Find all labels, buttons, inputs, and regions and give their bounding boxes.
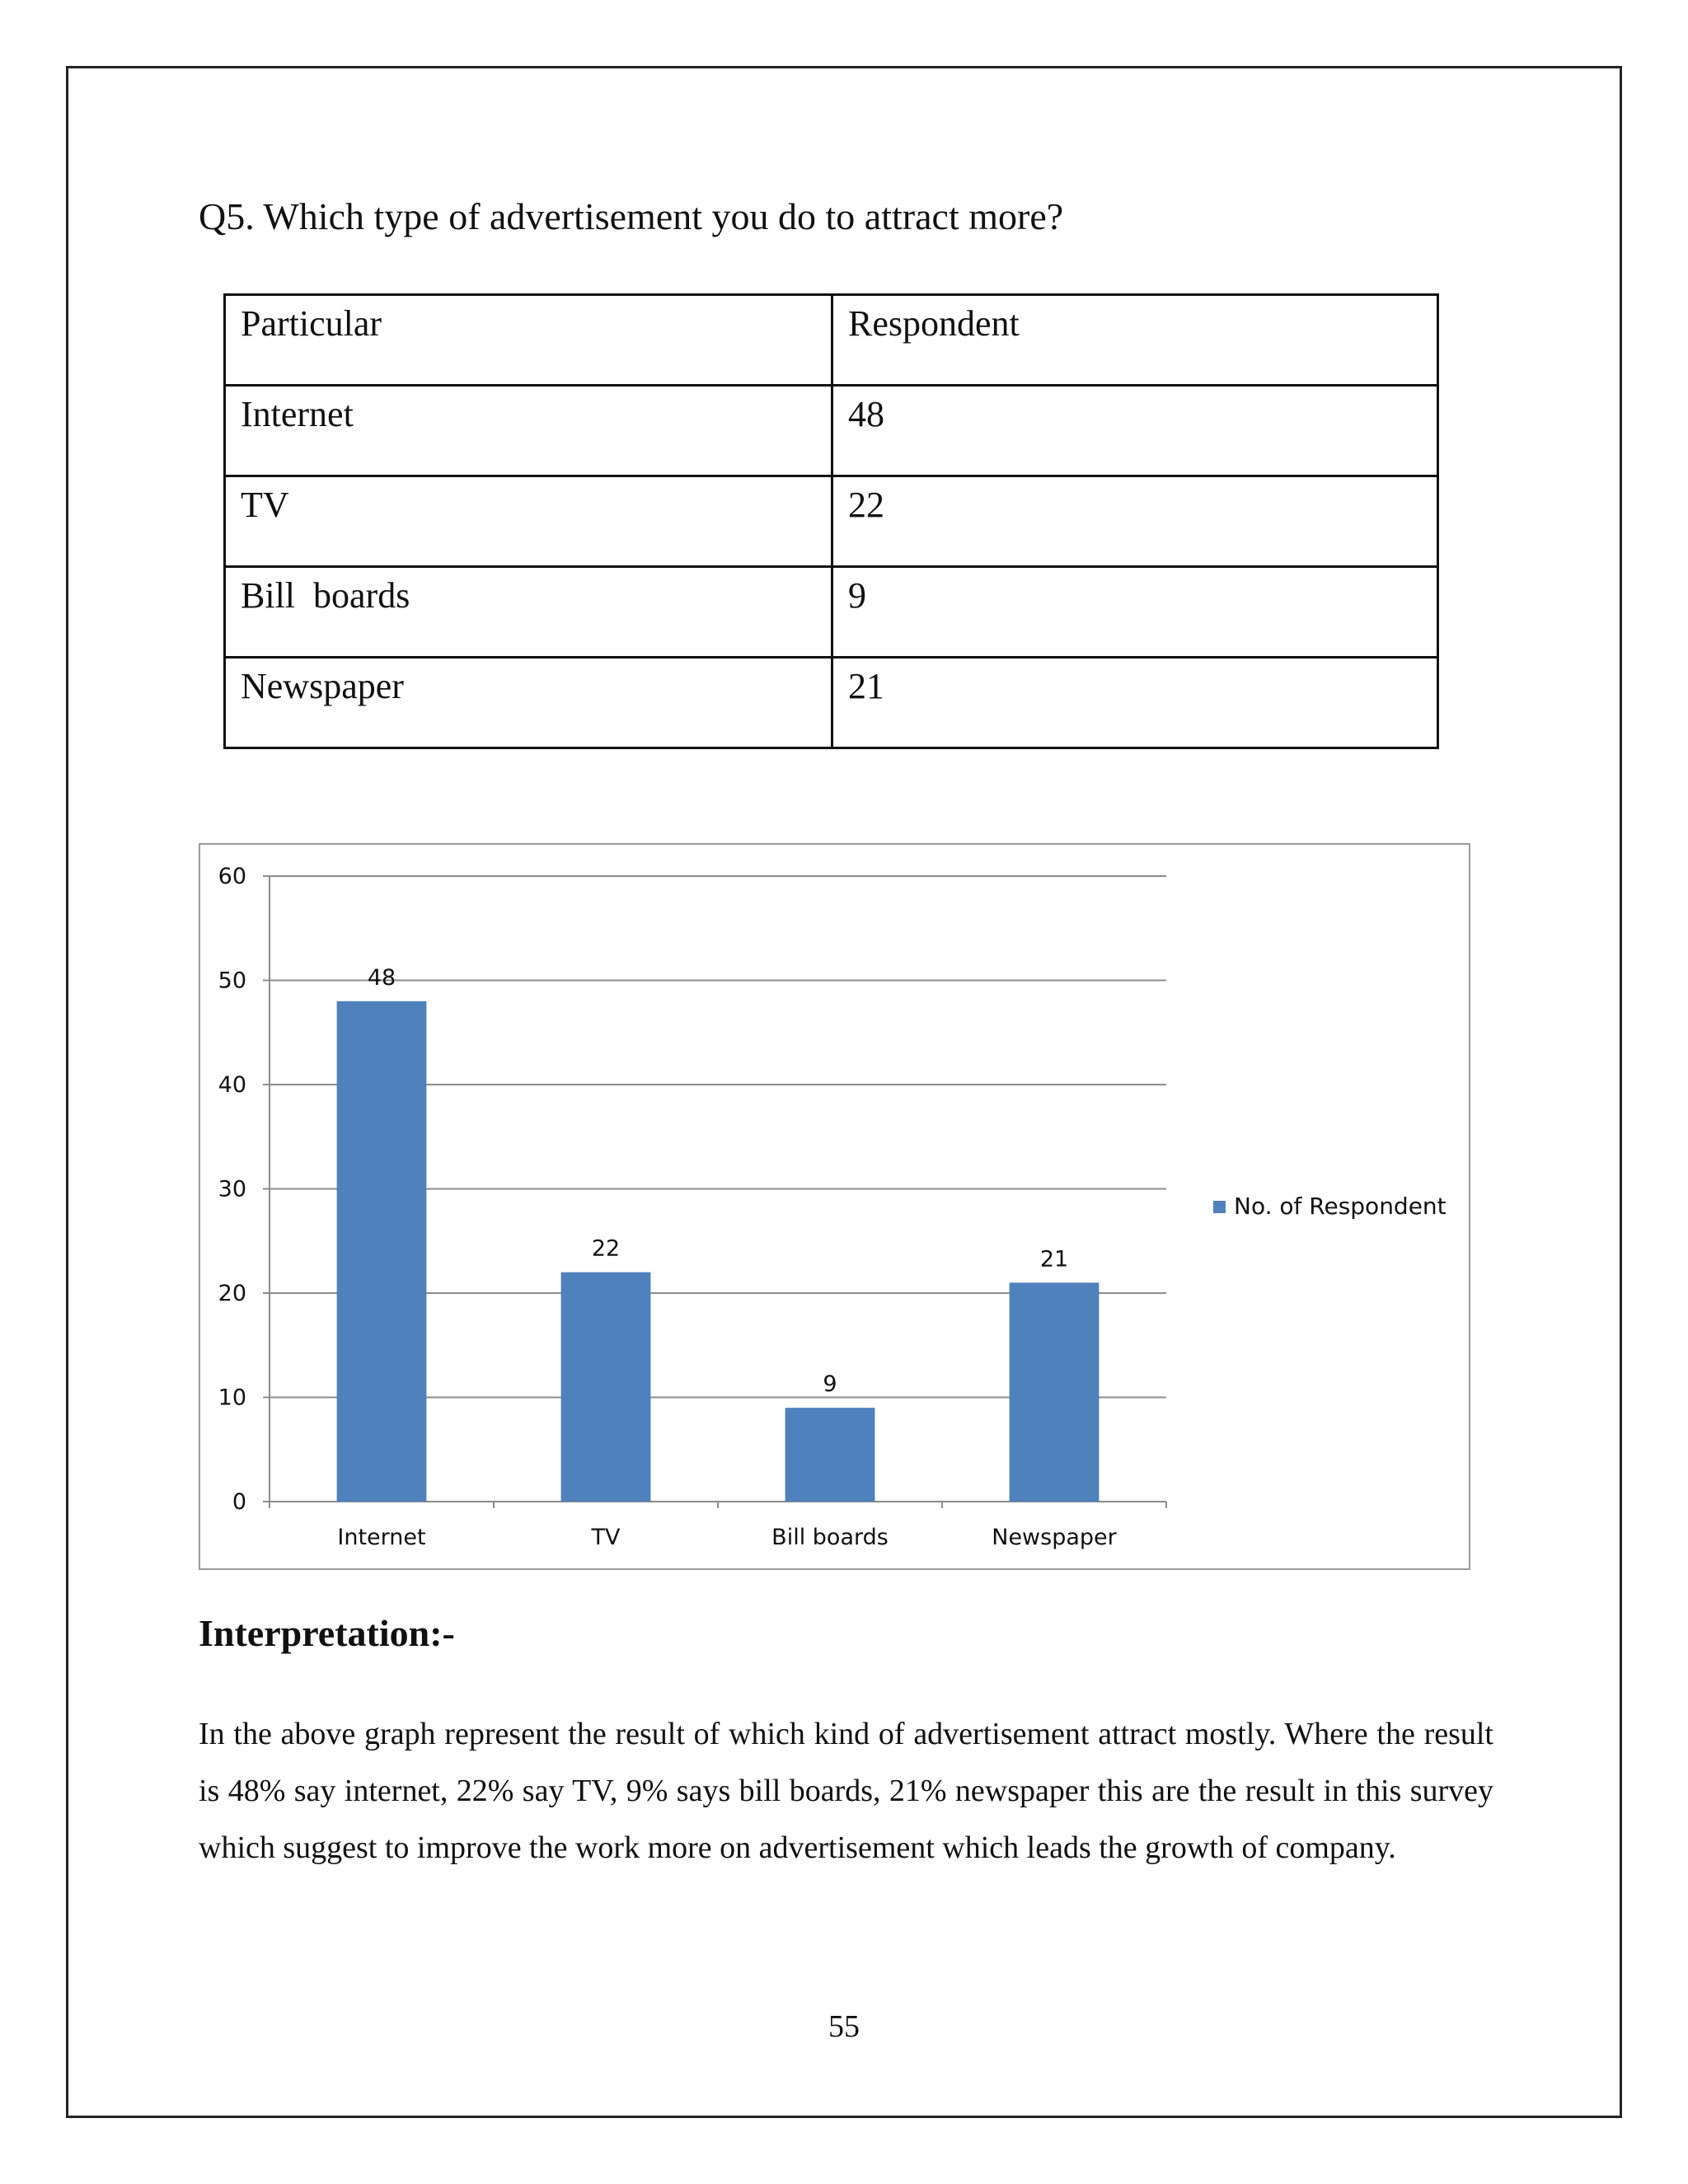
y-tick-label: 10 (218, 1385, 246, 1411)
table-header-row (225, 295, 1438, 386)
page-number: 55 (828, 2009, 860, 2044)
x-tick-label: TV (591, 1525, 621, 1550)
y-tick-label: 60 (218, 864, 246, 889)
table-cell: 21 (832, 658, 1438, 748)
legend-swatch (1213, 1201, 1226, 1213)
table-row (225, 658, 1438, 748)
table-row (225, 476, 1438, 567)
bar (561, 1272, 651, 1502)
x-tick-label: Internet (337, 1525, 426, 1550)
x-tick-label: Newspaper (992, 1525, 1117, 1550)
table-cell: 9 (832, 567, 1438, 658)
bar (785, 1408, 875, 1502)
table-cell: Newspaper (225, 658, 832, 748)
y-tick-label: 40 (218, 1072, 246, 1098)
data-label: 22 (591, 1235, 621, 1262)
bar (337, 1001, 427, 1502)
y-tick-label: 0 (232, 1489, 246, 1515)
respondent-table (223, 293, 1439, 749)
x-tick-label: Bill boards (771, 1525, 889, 1550)
y-tick-label: 20 (218, 1281, 246, 1306)
table-cell: 48 (832, 386, 1438, 476)
data-label: 9 (823, 1371, 837, 1398)
header-cell-respondent: Respondent (832, 295, 1438, 386)
y-tick-label: 30 (218, 1176, 246, 1202)
table-row (225, 567, 1438, 658)
interpretation-paragraph: In the above graph represent the result of which kind of advertisement attract mostly. Where the result is 48% say internet, 22% say TV, 9% says bill boards, 21% newspaper this are the result in this survey which suggest to improve the work more on advertisement which leads the growth of company. (199, 1717, 1493, 1865)
bar (1010, 1282, 1100, 1502)
table-cell: TV (225, 476, 832, 567)
table-cell: 22 (832, 476, 1438, 567)
data-label: 48 (367, 964, 396, 991)
header-cell-particular: Particular (225, 295, 832, 386)
legend-label: No. of Respondent (1234, 1193, 1447, 1220)
table-cell: Bill boards (225, 567, 832, 658)
bar-chart-svg (200, 845, 1472, 1572)
interpretation-heading: Interpretation:- (199, 1612, 455, 1654)
y-tick-label: 50 (218, 968, 246, 994)
table-row (225, 386, 1438, 476)
data-label: 21 (1039, 1246, 1069, 1272)
bar-chart (199, 843, 1470, 1570)
table-cell: Internet (225, 386, 832, 476)
question-heading: Q5. Which type of advertisement you do to attract more? (199, 195, 1064, 237)
